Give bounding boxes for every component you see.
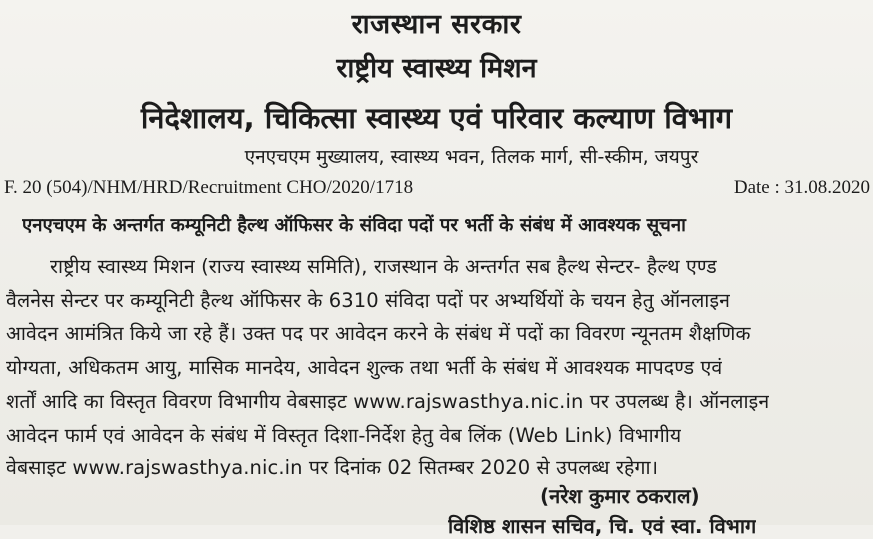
mission-title: राष्ट्रीय स्वास्थ्य मिशन [336, 53, 537, 84]
body-line: राष्ट्रीय स्वास्थ्य मिशन (राज्य स्वास्थ्य समिति), राजस्थान के अन्तर्गत सब हैल्थ सेन्टर- हैल्थ एण्ड [50, 255, 717, 278]
reference-number: F. 20 (504)/NHM/HRD/Recruitment CHO/2020/1718 [4, 177, 414, 198]
subject-line [22, 212, 862, 237]
body-line: शर्तों आदि का विस्तृत विवरण विभागीय वेबसाइट www.rajswasthya.nic.in पर उपलब्ध है। ऑनलाइन [6, 390, 770, 413]
body-line: वैलनेस सेन्टर पर कम्यूनिटी हैल्थ ऑफिसर के 6310 संविदा पदों पर अभ्यर्थियों के चयन हेतु ऑनलाइन [6, 289, 731, 312]
signatory-designation: विशिष्ठ शासन सचिव, चि. एवं स्वा. विभाग [448, 514, 757, 538]
reference-date: Date : 31.08.2020 [733, 177, 870, 198]
body-line: वेबसाइट www.rajswasthya.nic.in पर दिनांक 02 सितम्बर 2020 से उपलब्ध रहेगा। [6, 456, 659, 479]
government-title: राजस्थान सरकार [351, 9, 522, 40]
subject-text: एनएचएम के अन्तर्गत कम्यूनिटी हैल्थ ऑफिसर के संविदा पदों पर भर्ती के संबंध में आवश्यक सूचना [22, 215, 686, 237]
body-line: आवेदन फार्म एवं आवेदन के संबंध में विस्तृत दिशा-निर्देश हेतु वेब लिंक (Web Link) विभागीय [6, 424, 682, 447]
office-address: एनएचएम मुख्यालय, स्वास्थ्य भवन, तिलक मार्ग, सी-स्कीम, जयपुर [244, 146, 699, 168]
body-line: योग्यता, अधिकतम आयु, मासिक मानदेय, आवेदन शुल्क तथा भर्ती के संबंध में आवश्यक मापदण्ड एवं [6, 356, 723, 379]
directorate-title: निदेशालय, चिकित्सा स्वास्थ्य एवं परिवार कल्याण विभाग [140, 101, 733, 135]
body-line: आवेदन आमंत्रित किये जा रहे हैं। उक्त पद पर आवेदन करने के संबंध में पदों का विवरण न्यूनतम शैक्षणिक [6, 322, 751, 345]
reference-row [4, 177, 870, 199]
signatory-name: (नरेश कुमार ठकराल) [540, 484, 700, 508]
